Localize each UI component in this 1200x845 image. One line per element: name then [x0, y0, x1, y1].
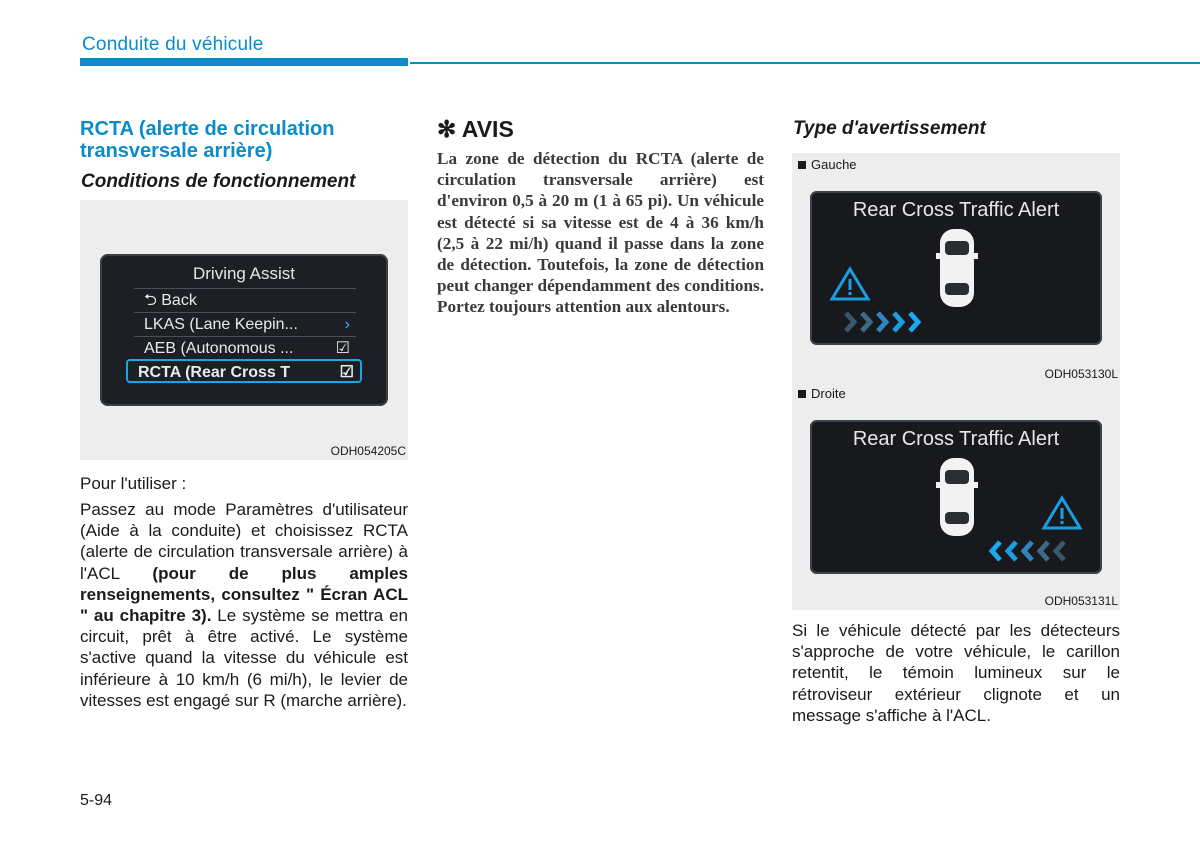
- header-rule: [410, 62, 1200, 64]
- subheading-warning-type: Type d'avertissement: [793, 118, 986, 139]
- subheading-conditions: Conditions de fonctionnement: [81, 171, 356, 192]
- section-title: RCTA (alerte de circulation transversale arrière): [80, 118, 335, 162]
- arrows-right-icon: [846, 313, 918, 331]
- menu-item-rcta-selected: [126, 359, 362, 383]
- intro-text: Pour l'utiliser :: [80, 474, 187, 493]
- body-text-bold: (pour de plus amples renseignements, consultez " Écran ACL " au chapitre 3).: [80, 563, 408, 626]
- figure-left-alert: [792, 153, 1120, 383]
- figure-label: Gauche: [798, 157, 857, 172]
- menu-item-lkas: [134, 312, 356, 336]
- menu-item-back: [134, 288, 356, 312]
- notice-title: ✻ AVIS: [437, 116, 514, 142]
- checkbox-checked-icon: ☑: [335, 340, 350, 357]
- menu-item-aeb: [134, 336, 356, 360]
- warning-description: Si le véhicule détecté par les détecteurs s'approche de votre véhicule, le carillon retentit, le témoin lumineux sur le rétroviseur extérieur clignote et un message s'affiche à l'ACL.: [792, 621, 1120, 725]
- figure-code: ODH053131L: [1044, 594, 1118, 608]
- rcta-screen-right: [810, 420, 1102, 574]
- square-bullet-icon: [798, 390, 806, 398]
- car-top-view-icon: [936, 458, 978, 536]
- figure-right-alert: [792, 382, 1120, 610]
- body-text-part-b: Le système se mettra en circuit, prêt à être activé. Le système s'active quand la vitesse du véhicule est inférieure à 10 km/h (6 mi/h), le levier de vitesses est engagé sur R (marche arrière).: [80, 606, 408, 710]
- header-bar: [80, 58, 408, 66]
- screen-title: Rear Cross Traffic Alert: [852, 428, 1060, 450]
- warning-triangle-icon: [1044, 498, 1080, 528]
- menu-title: Driving Assist: [192, 264, 296, 283]
- rcta-screen-left: [810, 191, 1102, 345]
- square-bullet-icon: [798, 161, 806, 169]
- menu-item-label: LKAS (Lane Keepin...: [144, 316, 298, 333]
- figure-code: ODH054205C: [330, 444, 406, 458]
- menu-item-label: AEB (Autonomous ...: [144, 340, 294, 357]
- notice-body: La zone de détection du RCTA (alerte de circulation transversale arrière) est d'environ 0,5 à 20 m (1 à 65 pi). Un véhicule est détecté si sa vitesse est de 4 à 36 km/h (2,5 à 22 mi/h) quand il passe dans la zone de détection. Toutefois, la zone de détection peut changer dépendamment des conditions. Portez toujours attention aux alentours.: [437, 149, 764, 317]
- lcd-screen: [100, 254, 388, 406]
- screen-title: Rear Cross Traffic Alert: [852, 199, 1060, 221]
- car-top-view-icon: [936, 229, 978, 307]
- body-paragraph: [80, 499, 408, 711]
- figure-code: ODH053130L: [1044, 367, 1118, 381]
- menu-item-label: ⮌ Back: [144, 292, 197, 309]
- body-text-part-a: Passez au mode Paramètres d'utilisateur (Aide à la conduite) et choisissez RCTA (alerte de circulation transversale arrière) à l'ACL: [80, 500, 408, 583]
- chapter-title: Conduite du véhicule: [82, 34, 264, 55]
- page-number: 5-94: [80, 792, 113, 809]
- arrows-left-icon: [992, 542, 1064, 560]
- checkbox-checked-icon: ☑: [339, 364, 354, 381]
- warning-triangle-icon: [832, 269, 868, 299]
- alert-graphic-right: [810, 420, 1102, 574]
- figure-driving-assist: [80, 200, 408, 460]
- figure-label: Droite: [798, 386, 846, 401]
- chevron-right-icon: ›: [344, 316, 350, 333]
- alert-graphic-left: [810, 191, 1102, 345]
- menu-item-label: RCTA (Rear Cross T: [138, 364, 291, 381]
